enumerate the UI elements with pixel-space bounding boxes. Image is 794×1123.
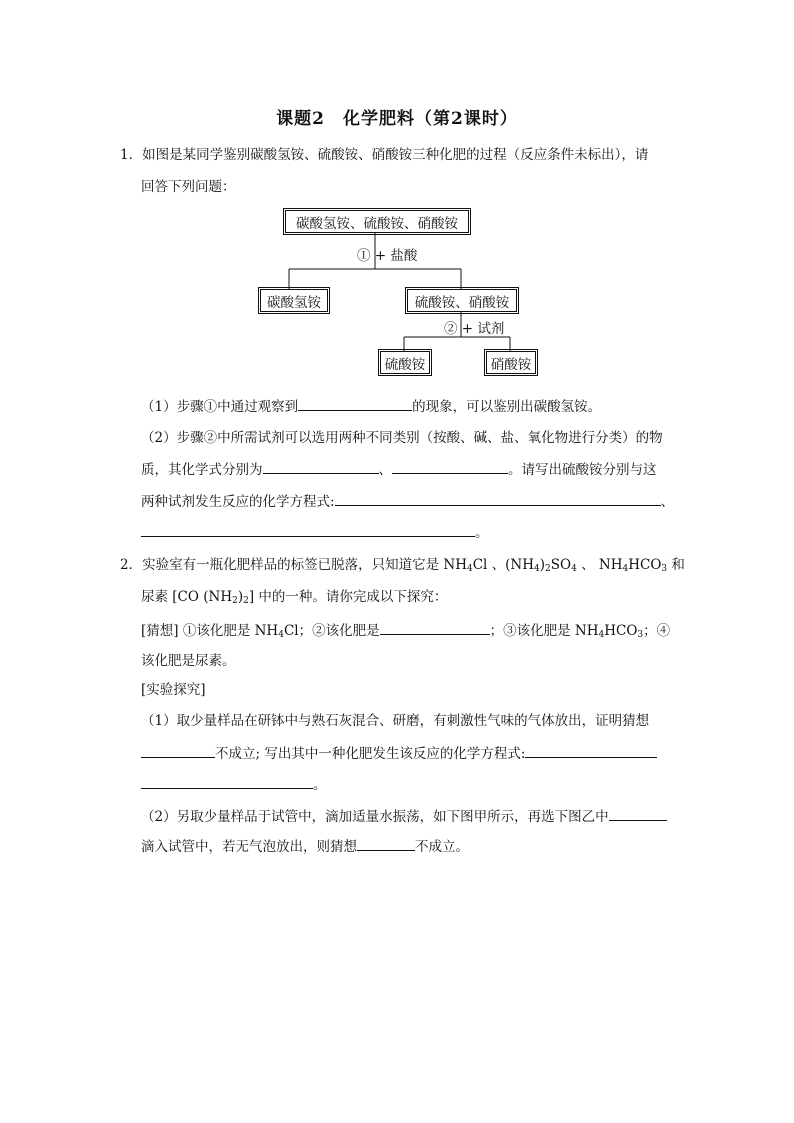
text-fragment: 和 (667, 557, 685, 573)
text-fragment: 。 (313, 777, 327, 793)
experiment-heading: [实验探究] (141, 682, 206, 698)
box-all-fertilizers: 碳酸氢铵、硫酸铵、硝酸铵 (285, 210, 469, 233)
text-fragment: HCO (628, 557, 662, 573)
subscript: 4 (534, 564, 540, 574)
subscript: 4 (278, 630, 284, 640)
subscript: 2 (232, 596, 238, 606)
question-2-stem-line-2 (141, 587, 447, 611)
answer-blank[interactable] (263, 459, 379, 474)
subscript: 3 (637, 630, 644, 640)
text-fragment: ] 中的一种。请你完成以下探究： (248, 589, 448, 605)
box-sulfate-nitrate: 硫酸铵、硝酸铵 (407, 289, 517, 312)
text-fragment: [猜想] ①该化肥是 NH (141, 623, 279, 639)
text-fragment: 实验室有一瓶化肥样品的标签已脱落，只知道它是 NH (142, 557, 467, 573)
text-fragment: 。 (475, 525, 489, 541)
page-title: 课题2 化学肥料（第2课时） (276, 109, 518, 129)
text-fragment: （2）另取少量样品于试管中，滴加适量水振荡，如下图甲所示，再选下图乙中 (141, 809, 609, 825)
text-fragment: （1）步骤①中通过观察到 (141, 399, 299, 415)
text-fragment: Cl；②该化肥是 (283, 623, 380, 639)
text-fragment: 两种试剂发生反应的化学方程式: (141, 494, 335, 510)
q1-part-2-line-2 (141, 459, 657, 480)
experiment-2-line-1 (141, 806, 667, 827)
experiment-2-line-2 (141, 836, 469, 857)
question-number: 2． (120, 557, 143, 573)
experiment-1-line-1: （1）取少量样品在研钵中与熟石灰混合、研磨，有刺激性气味的气体放出，证明猜想 (141, 713, 650, 729)
text-fragment: ；③该化肥是 NH (489, 623, 599, 639)
step-2-label (444, 317, 504, 337)
answer-blank[interactable] (357, 836, 415, 851)
text-fragment: 。请写出硫酸铵分别与这 (508, 462, 657, 478)
box-ammonium-nitrate: 硝酸铵 (486, 351, 536, 374)
answer-blank[interactable] (141, 743, 215, 758)
text-fragment: 尿素 [CO (NH (141, 589, 233, 605)
text-fragment: ) (539, 557, 546, 573)
flow-diagram-lines (0, 0, 794, 400)
subscript: 2 (243, 596, 249, 606)
text-fragment: HCO (604, 623, 638, 639)
step-1-reagent: + 盐酸 (374, 248, 418, 264)
subscript: 4 (571, 564, 577, 574)
answer-blank[interactable] (335, 491, 661, 506)
q1-part-1 (141, 396, 601, 417)
step-1-label (357, 244, 417, 264)
q1-part-2-line-1: （2）步骤②中所需试剂可以选用两种不同类别（按酸、碱、盐、氧化物进行分类）的物 (141, 430, 663, 446)
answer-blank[interactable] (609, 806, 667, 821)
text-fragment: ) (237, 589, 244, 605)
q1-part-2-line-3 (141, 491, 674, 512)
box-ammonium-sulfate: 硫酸铵 (380, 351, 430, 374)
subscript: 3 (661, 564, 668, 574)
text-fragment: 、 (660, 494, 675, 510)
subscript: 2 (545, 564, 551, 574)
text-fragment: 、 NH (576, 557, 623, 573)
text-fragment: 不成立。 (415, 839, 469, 855)
step-2-mark: ② (444, 321, 458, 337)
step-2-reagent: + 试剂 (461, 321, 505, 337)
answer-blank[interactable] (298, 396, 412, 411)
answer-blank[interactable] (525, 743, 657, 758)
experiment-1-line-2 (141, 743, 657, 764)
subscript: 4 (466, 564, 473, 574)
hypothesis-line-2: 该化肥是尿素。 (141, 653, 236, 669)
hypothesis-line-1 (141, 620, 670, 645)
answer-blank[interactable] (141, 522, 475, 537)
subscript: 4 (622, 564, 629, 574)
question-text: 如图是某同学鉴别碳酸氢铵、硫酸铵、硝酸铵三种化肥的过程（反应条件未标出），请 (142, 147, 649, 163)
question-number: 1． (120, 147, 143, 163)
text-fragment: SO (550, 557, 572, 573)
subscript: 4 (598, 630, 605, 640)
answer-blank[interactable] (141, 774, 313, 789)
text-fragment: 质，其化学式分别为 (141, 462, 263, 478)
text-fragment: Cl 、(NH (472, 557, 535, 573)
text-fragment: 滴入试管中，若无气泡放出，则猜想 (141, 839, 357, 855)
q1-part-2-line-4 (141, 522, 489, 543)
text-fragment: 、 (378, 462, 392, 478)
step-1-mark: ① (357, 248, 371, 264)
text-fragment: 的现象，可以鉴别出碳酸氢铵。 (412, 399, 602, 415)
experiment-1-line-3 (141, 774, 327, 795)
answer-blank[interactable] (380, 620, 490, 635)
box-ammonium-bicarbonate: 碳酸氢铵 (260, 289, 328, 312)
answer-blank[interactable] (392, 459, 508, 474)
text-fragment: 不成立; 写出其中一种化肥发生该反应的化学方程式: (215, 746, 526, 762)
question-2-stem-line-1 (120, 555, 685, 579)
question-1-stem-line-2: 回答下列问题： (141, 179, 236, 195)
text-fragment: ；④ (643, 623, 671, 639)
